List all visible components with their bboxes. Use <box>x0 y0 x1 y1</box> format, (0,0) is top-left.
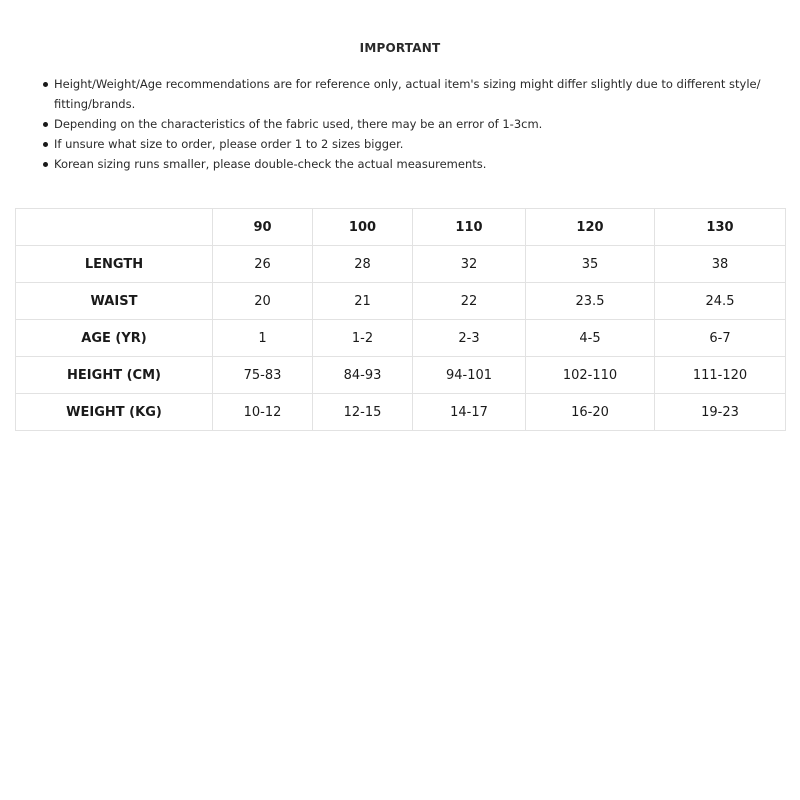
note-item <box>40 154 780 174</box>
size-header: 110 <box>413 209 526 246</box>
note-text: Korean sizing runs smaller, please double-check the actual measurements. <box>54 157 487 171</box>
table-cell: 16-20 <box>526 394 655 431</box>
row-label: AGE (YR) <box>16 320 213 357</box>
table-row <box>16 246 786 283</box>
note-text: Depending on the characteristics of the fabric used, there may be an error of 1-3cm. <box>54 117 543 131</box>
table-cell: 35 <box>526 246 655 283</box>
table-header-row <box>16 209 786 246</box>
size-header: 120 <box>526 209 655 246</box>
table-row <box>16 283 786 320</box>
row-label: WAIST <box>16 283 213 320</box>
table-cell: 28 <box>313 246 413 283</box>
row-label: LENGTH <box>16 246 213 283</box>
size-chart-table <box>15 208 786 431</box>
table-cell: 24.5 <box>655 283 786 320</box>
note-item <box>40 114 780 134</box>
table-cell: 75-83 <box>213 357 313 394</box>
table-cell: 111-120 <box>655 357 786 394</box>
table-row <box>16 357 786 394</box>
table-cell: 22 <box>413 283 526 320</box>
note-text: If unsure what size to order, please order 1 to 2 sizes bigger. <box>54 137 404 151</box>
table-cell: 19-23 <box>655 394 786 431</box>
row-label: HEIGHT (CM) <box>16 357 213 394</box>
table-cell: 32 <box>413 246 526 283</box>
note-text: Height/Weight/Age recommendations are for reference only, actual item's sizing might differ slightly due to different style/ <box>54 77 761 91</box>
row-label: WEIGHT (KG) <box>16 394 213 431</box>
table-cell: 12-15 <box>313 394 413 431</box>
page-title: IMPORTANT <box>359 41 441 55</box>
size-header: 130 <box>655 209 786 246</box>
table-cell: 94-101 <box>413 357 526 394</box>
table-row <box>16 320 786 357</box>
table-cell: 4-5 <box>526 320 655 357</box>
table-cell: 2-3 <box>413 320 526 357</box>
table-cell: 14-17 <box>413 394 526 431</box>
table-cell: 21 <box>313 283 413 320</box>
table-cell: 20 <box>213 283 313 320</box>
table-cell: 1-2 <box>313 320 413 357</box>
note-item <box>40 134 780 154</box>
table-cell: 26 <box>213 246 313 283</box>
size-header: 90 <box>213 209 313 246</box>
notes-list <box>40 74 780 174</box>
note-item-continuation <box>40 94 780 114</box>
table-corner-cell <box>16 209 213 246</box>
table-cell: 1 <box>213 320 313 357</box>
table-cell: 38 <box>655 246 786 283</box>
table-cell: 84-93 <box>313 357 413 394</box>
size-header: 100 <box>313 209 413 246</box>
table-row <box>16 394 786 431</box>
table-cell: 102-110 <box>526 357 655 394</box>
note-item <box>40 74 780 94</box>
table-cell: 6-7 <box>655 320 786 357</box>
table-cell: 10-12 <box>213 394 313 431</box>
table-cell: 23.5 <box>526 283 655 320</box>
note-text: fitting/brands. <box>54 97 136 111</box>
